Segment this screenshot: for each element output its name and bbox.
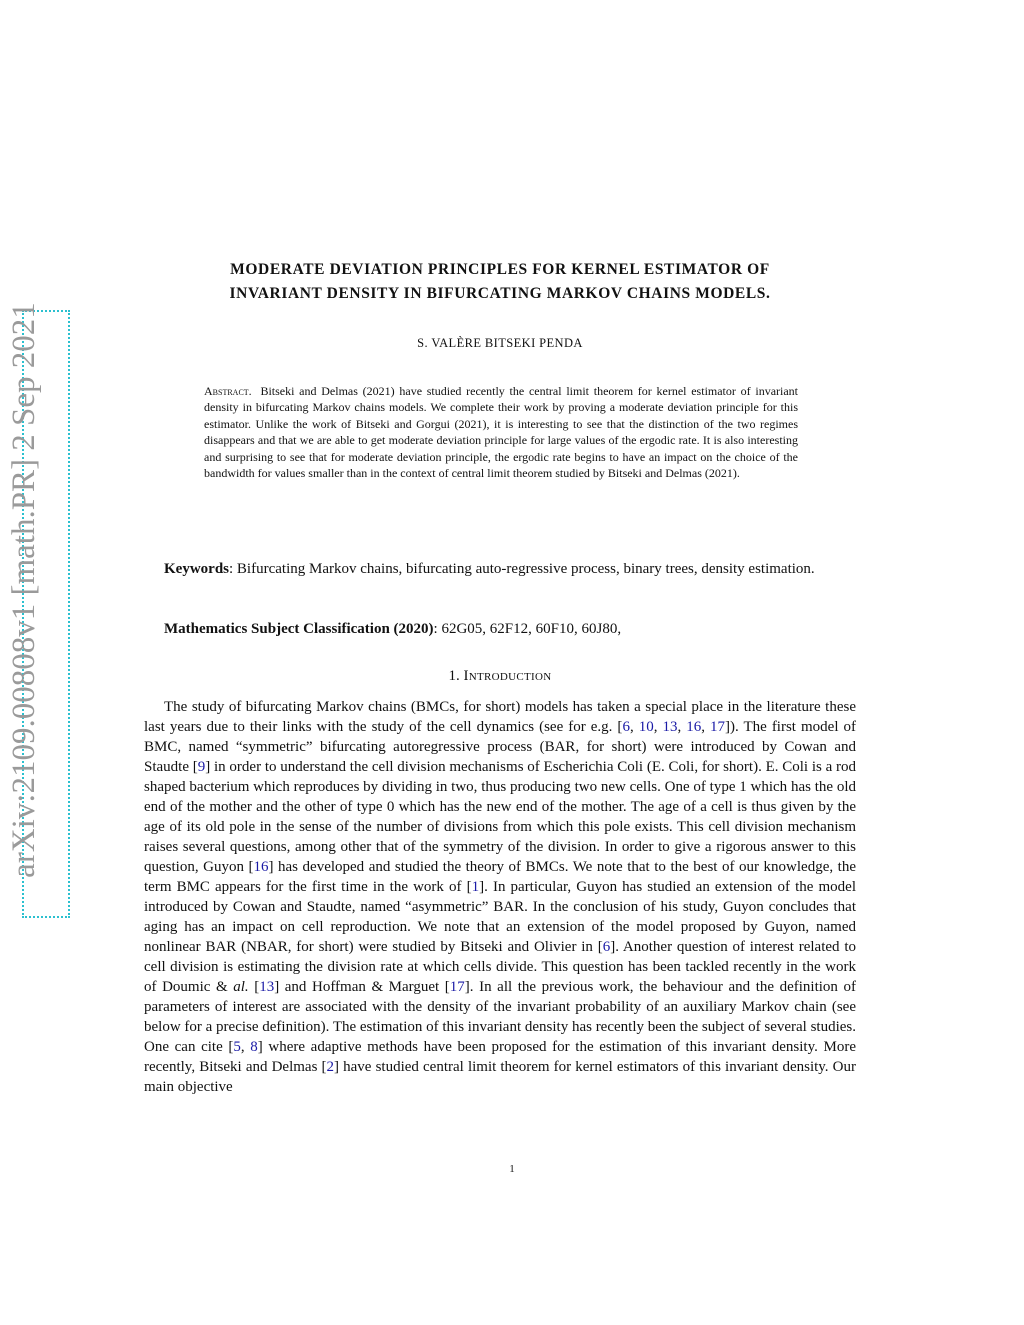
- body-text: The study of bifurcating Markov chains (BMCs, for short) models has taken a special place in the literature these last years due to their links with the study of the cell dynamics (see for e.g. [: [144, 699, 856, 735]
- section-number: 1.: [448, 668, 460, 684]
- body-text: ]). The first model of BMC, named “symmetric” bifurcating autoregressive process (BAR, for short) were introduced by Cowan and Staudte [: [144, 719, 856, 775]
- citation-link[interactable]: 2: [326, 1059, 335, 1075]
- citation-link[interactable]: 13: [662, 719, 678, 735]
- msc-text: : 62G05, 62F12, 60F10, 60J80,: [433, 621, 622, 637]
- body-text: [: [248, 979, 260, 995]
- citation-link[interactable]: 13: [259, 979, 275, 995]
- body-text: ]. Another question of interest related to cell division is estimating the division rate at which cells divide. This question has been tackled recently in the work of Doumic &: [144, 939, 856, 995]
- body-text: ] where adaptive methods have been proposed for the estimation of this invariant density. More recently, Bitseki and Delmas [: [144, 1039, 857, 1075]
- citation-link[interactable]: 1: [471, 879, 480, 895]
- body-text: ,: [653, 719, 663, 735]
- body-text: ,: [701, 719, 710, 735]
- body-text: ] and Hoffman & Marguet [: [274, 979, 450, 995]
- paper-title: [140, 258, 860, 306]
- citation-link[interactable]: 9: [197, 759, 206, 775]
- citation-link[interactable]: 6: [622, 719, 630, 735]
- citation-link[interactable]: 16: [253, 859, 269, 875]
- citation-link[interactable]: 8: [250, 1039, 258, 1055]
- body-text: ] has developed and studied the theory of BMCs. We note that to the best of our knowledge, the term BMC appears for the first time in the work of [: [144, 859, 856, 895]
- subject-classification: [164, 619, 864, 639]
- title-line-1: MODERATE DEVIATION PRINCIPLES FOR KERNEL ESTIMATOR OF: [230, 261, 770, 278]
- msc-label: Mathematics Subject Classification (2020): [164, 621, 434, 637]
- introduction-paragraph: [144, 697, 856, 1097]
- abstract-text: Bitseki and Delmas (2021) have studied recently the central limit theorem for kernel estimator of invariant density in bifurcating Markov chains models. We complete their work by proving a moderate deviation principle for this estimator. Unlike the work of Bitseki and Gorgui (2021), it is interesting to see that the distinction of the two regimes disappears and that we are able to get moderate deviation principle for large values of the ergodic rate. It is also interesting and surprising to see that for moderate deviation principle, the ergodic rate begins to have an impact on the choice of the bandwidth for values smaller than in the context of central limit theorem studied by Bitseki and Delmas (2021).: [204, 384, 799, 481]
- body-text: ]. In particular, Guyon has studied an extension of the model introduced by Cowan and Staudte, named “asymmetric” BAR. In the conclusion of his study, Guyon concludes that aging has an impact on cell reproduction. We note that an extension of the model proposed by Guyon, named nonlinear BAR (NBAR, for short) were studied by Bitseki and Olivier in [: [144, 879, 856, 955]
- page-number: 1: [509, 1163, 515, 1175]
- section-heading: [140, 668, 860, 685]
- keywords-label: Keywords: [164, 561, 229, 577]
- keywords: [144, 559, 856, 579]
- body-text: ]. In all the previous work, the behaviour and the definition of parameters of interest are associated with the density of the invariant probability of an auxiliary Markov chain (see below for a precise definition). The estimation of this invariant density has recently been the subject of several studies. One can cite [: [144, 979, 857, 1055]
- title-line-2: INVARIANT DENSITY IN BIFURCATING MARKOV CHAINS MODELS.: [229, 285, 771, 302]
- citation-link[interactable]: 17: [449, 979, 465, 995]
- body-text: ,: [240, 1039, 251, 1055]
- arxiv-stamp: arXiv:2109.00808v1 [math.PR] 2 Sep 2021: [6, 302, 42, 878]
- body-text: ] in order to understand the cell division mechanisms of Escherichia Coli (E. Coli, for short). E. Coli is a rod shaped bacterium which reproduces by dividing in two, thus producing two new cells. One of type 1 which has the old end of the mother and the other of type 0 which has the new end of the mother. The age of a cell is thus given by the age of its old pole in the sense of the number of divisions from which this pole exists. This cell division mechanism raises several questions, among other that of the symmetry of the division. In order to give a rigorous answer to this question, Guyon [: [144, 759, 856, 875]
- citation-link[interactable]: 16: [686, 719, 702, 735]
- keywords-text: : Bifurcating Markov chains, bifurcating auto-regressive process, binary trees, density estimation.: [229, 561, 815, 577]
- abstract-label: Abstract.: [204, 384, 252, 398]
- section-name: Introduction: [463, 668, 552, 684]
- citation-link[interactable]: 6: [602, 939, 611, 955]
- author: S. VALÈRE BITSEKI PENDA: [417, 336, 583, 350]
- abstract: [204, 383, 798, 481]
- body-text: ] have studied central limit theorem for kernel estimators of this invariant density. Our main objective: [144, 1059, 857, 1095]
- body-text: ,: [677, 719, 687, 735]
- body-text: ,: [629, 719, 639, 735]
- citation-link[interactable]: 17: [710, 719, 725, 735]
- citation-link[interactable]: 5: [233, 1039, 241, 1055]
- body-italic: al.: [233, 979, 249, 995]
- citation-link[interactable]: 10: [638, 719, 654, 735]
